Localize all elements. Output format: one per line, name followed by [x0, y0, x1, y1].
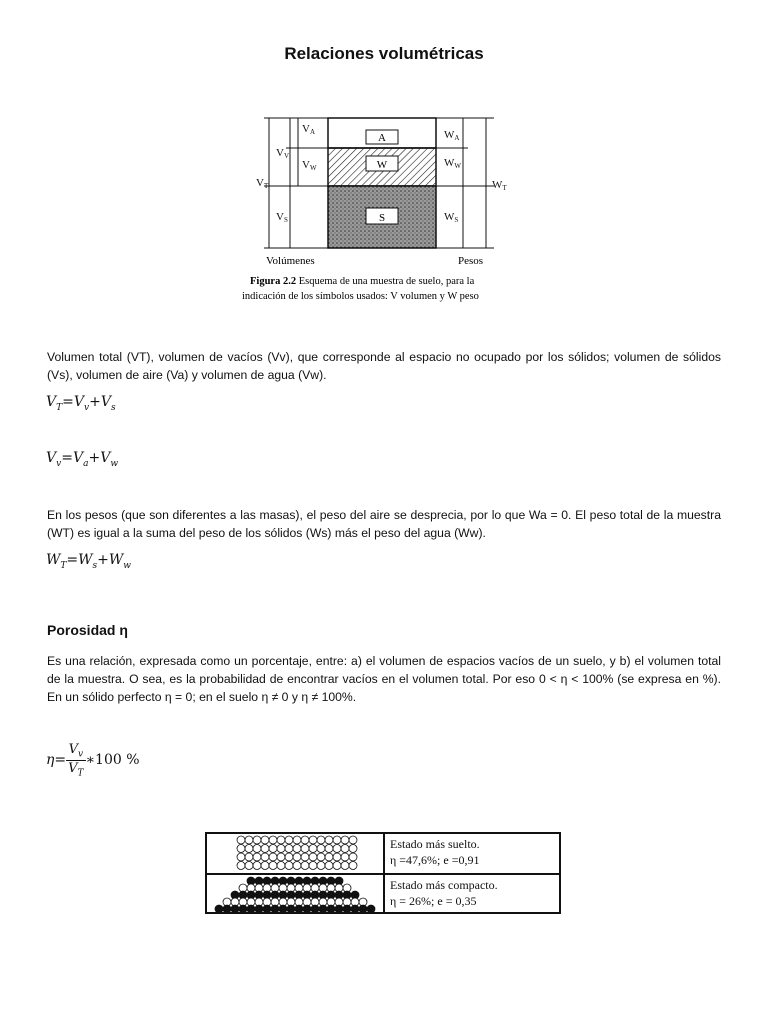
paragraph-weights: En los pesos (que son diferentes a las masas), el peso del aire se desprecia, por lo que Wa = 0. El peso total de la muestra (WT) es igual a la suma del peso de los sólidos (Ws) más el peso del agua (Ww). — [47, 508, 721, 540]
label-vt: VT — [256, 177, 269, 190]
soil-sample-figure — [236, 106, 532, 316]
particle — [285, 862, 293, 870]
particle — [253, 845, 261, 853]
particle — [317, 845, 325, 853]
packing-states-table — [205, 832, 561, 914]
particle — [333, 853, 341, 861]
particle — [253, 862, 261, 870]
particle — [231, 905, 239, 913]
particle — [317, 836, 325, 844]
particle — [261, 836, 269, 844]
particle — [325, 862, 333, 870]
figure-caption-line1: Figura 2.2 Esquema de una muestra de suelo, para la — [250, 276, 475, 287]
particle — [287, 905, 295, 913]
particle — [261, 845, 269, 853]
particle — [317, 862, 325, 870]
particle — [215, 905, 223, 913]
particle — [343, 905, 351, 913]
section-heading-porosity: Porosidad η — [47, 622, 128, 638]
label-ww: WW — [444, 157, 461, 170]
particle — [261, 862, 269, 870]
particle — [309, 845, 317, 853]
weights-label: Pesos — [458, 255, 484, 267]
particle — [303, 905, 311, 913]
particle — [341, 862, 349, 870]
particle — [351, 905, 359, 913]
particle — [359, 905, 367, 913]
label-vs: VS — [276, 211, 288, 224]
equation-porosity: η= $\frac{V_v}{V_T}$ ∗100 % — [46, 742, 140, 779]
label-wa: WA — [444, 129, 460, 142]
particle — [309, 853, 317, 861]
label-vw: VW — [302, 159, 317, 172]
particle — [277, 845, 285, 853]
particle — [237, 845, 245, 853]
particle — [367, 905, 375, 913]
volume-dimension-lines — [264, 118, 328, 248]
figure-caption-line2: indicación de los símbolos usados: V volumen y W peso — [242, 291, 479, 302]
particle — [269, 845, 277, 853]
equation-wt: $W_T=W_s+W_w$ — [46, 552, 131, 571]
particle — [349, 853, 357, 861]
particle — [255, 905, 263, 913]
particle — [253, 853, 261, 861]
table-row-compact — [207, 875, 559, 914]
particle — [271, 905, 279, 913]
particle — [327, 905, 335, 913]
particle — [223, 905, 231, 913]
particle — [295, 905, 303, 913]
particle — [333, 836, 341, 844]
particle — [285, 845, 293, 853]
particle — [317, 853, 325, 861]
loose-state-text: Estado más suelto. η =47,6%; e =0,91 — [390, 837, 480, 867]
particle — [237, 853, 245, 861]
compact-packing-image — [207, 875, 385, 914]
phase-air-label: A — [378, 132, 386, 144]
particle — [349, 845, 357, 853]
equation-vt: $V_T=V_v+V_s$ — [46, 394, 116, 413]
particle — [301, 836, 309, 844]
particle — [245, 836, 253, 844]
particle — [349, 836, 357, 844]
particle — [245, 853, 253, 861]
particle — [311, 905, 319, 913]
particle — [301, 845, 309, 853]
particle — [309, 836, 317, 844]
label-wt: WT — [492, 179, 507, 192]
particle — [279, 905, 287, 913]
equation-vv: $V_v=V_a+V_w$ — [46, 450, 119, 469]
particle — [341, 845, 349, 853]
paragraph-porosity: Es una relación, expresada como un porcentaje, entre: a) el volumen de espacios vacíos de un suelo, y b) el volumen total de la muestra. O sea, es la probabilidad de encontrar vacíos en el volumen total. Por eso 0 < η < 100% (se expresa en %). En un sólido perfecto η = 0; en el suelo η ≠ 0 y η ≠ 100%. — [47, 654, 721, 704]
particle — [293, 862, 301, 870]
particle — [261, 853, 269, 861]
particle — [325, 836, 333, 844]
particle — [341, 836, 349, 844]
particle — [285, 836, 293, 844]
particle — [245, 845, 253, 853]
particle — [333, 862, 341, 870]
phase-solid-label: S — [378, 212, 386, 224]
table-row-loose — [207, 834, 559, 875]
particle — [293, 853, 301, 861]
particle — [285, 853, 293, 861]
particle — [269, 853, 277, 861]
label-vv: VV — [276, 147, 290, 160]
particle — [277, 853, 285, 861]
particle — [325, 853, 333, 861]
particle — [341, 853, 349, 861]
particle — [263, 905, 271, 913]
particle — [245, 862, 253, 870]
compact-state-text: Estado más compacto. η = 26%; e = 0,35 — [390, 878, 498, 908]
particle — [277, 836, 285, 844]
label-va: VA — [302, 123, 316, 136]
particle — [293, 836, 301, 844]
particle — [301, 862, 309, 870]
particle — [269, 862, 277, 870]
particle — [239, 905, 247, 913]
particle — [277, 862, 285, 870]
page-title: Relaciones volumétricas — [284, 44, 484, 63]
phase-water-label: W — [376, 159, 388, 171]
particle — [319, 905, 327, 913]
paragraph-volumes: Volumen total (VT), volumen de vacíos (Vv), que corresponde al espacio no ocupado por los sólidos; volumen de sólidos (Vs), volumen de aire (Va) y volumen de agua (Vw). — [47, 350, 721, 382]
particle — [237, 836, 245, 844]
particle — [325, 845, 333, 853]
particle — [335, 905, 343, 913]
particle — [293, 845, 301, 853]
particle — [333, 845, 341, 853]
volumes-label: Volúmenes — [266, 255, 315, 267]
loose-packing-image — [207, 834, 385, 873]
particle — [247, 905, 255, 913]
label-ws: WS — [444, 211, 459, 224]
particle — [349, 862, 357, 870]
particle — [309, 862, 317, 870]
particle — [253, 836, 261, 844]
particle — [301, 853, 309, 861]
particle — [237, 862, 245, 870]
particle — [269, 836, 277, 844]
